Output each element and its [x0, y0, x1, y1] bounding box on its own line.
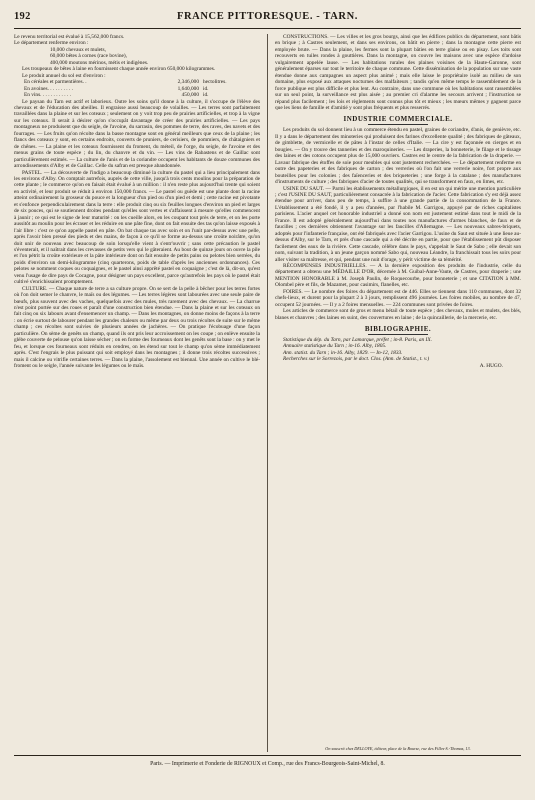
paragraph-recompenses: RÉCOMPENSES INDUSTRIELLES. — A la dernière exposition des produits de l'industrie, celle du département a obtenu une MÉDAILLE D'OR, décernée à M. Guibal-Anne-Vaute, de Castres, pour draperie ; une MENTION HONORABLE à M. Joseph Paulin, de Roquecourbe, pour bonneterie ; et une CITATION à MM. Olombel père et fils, de Mazamet, pour casimirs, flanelles, etc. — [275, 262, 521, 289]
paragraph-culture: CULTURE. — Chaque nature de terre a sa culture propre. On se sert de la pelle à bêcher pour les terres fortes où l'on doit semer le chanvre, le maïs ou des légumes. — Les terres légères sont labourées avec une seule paire de bœufs, plus souvent avec des vaches, quelquefois avec des mules, très rarement avec des chevaux. — La charrue n'est point portée sur des roues et paraît d'une construction bien étendue. — Dans la plaine et sur les coteaux on fait cinq ou six labours avant d'ensemencer un champ. — Dans les montagnes, on donne moins de façons à la terre : on écrie surtout de labourer pendant les grandes chaleurs ou même par deux ou trois récoltes de suite sur le même champ ; ces récoltes sont suivies de plusieurs années de jachères. — On pratique l'écobuage d'une façon particulière. On sème de genêts un champ, quand ils ont pris leur accroissement on les coupe ; on enlève ensuite la glèbe couverte de pelouse qu'on laisse sécher ; on en forme des fourneaux dont les genêts sont la base : on y met le feu, et lorsque ces fourneaux sont réduits en cendres, on les étend sur tout le champ qu'on sème immédiatement après. C'est l'engrais le plus puissant qui soit employé dans les montagnes ; il donne trois récoltes successives ; mais il calcine ou vitrifie certaines terres. — Dans la plaine, l'assolement est biennal. Une année on cultive le blé-froment ou le seigle, l'année suivante les légumes ou le maïs. — [14, 285, 260, 370]
biblio-entry: Annuaire statistique du Tarn ; in-16. Alby, 1805. — [283, 343, 387, 350]
printer-imprint: Paris. — Imprimerie et Fonderie de RIGNOUX et Comp., rue des Francs-Bourgeois-Saint-Michel, 8. — [150, 761, 385, 767]
stat-line: 60,000 bêtes à cornes (race bovine), — [50, 53, 128, 60]
stat-line: Le département renferme environ : — [14, 40, 89, 47]
biblio-entry: Recherches sur le Sorrezois, par le doct. Clos. (Ann. de Statist., t. v.) — [283, 356, 430, 363]
stat-line: 10,000 chevaux et mulets, — [50, 46, 106, 53]
paragraph-usine: USINE DU SAUT. — Parmi les établissements métallurgiques, il en est un qui mérite une mention particulière ; c'est l'USINE DU SAUT, particulièrement consacrée à la fabrication de l'acier. Cette fabrication s'y est déjà assez étendue pour arriver, dans peu de temps, à suffire à une grande partie de la consommation de la France. L'établissement a été fondé, il y a peu d'années, par l'habile M. Garrigou, appuyé par de riches capitalistes parisiens. L'acier anquel cet honorable industriel a donné son nom est justement estimé dans tout le midi de la France. Il est adopté généralement aujourd'hui dans toutes nos manufactures d'armes blanches, de faux et de faucilles ; ces dernières obtiennent l'avantage sur les faucilles d'Allemagne. — Les nouveaux sabres-briquets, adoptés pour l'infanterie française, ont été fabriqués avec l'acier Garrigou. L'usine du Saut est située à une lieue au-dessus d'Alby, sur le Tarn, et près d'une cascade qui a été décrite en partie, pour que l'établissement pût disposer facilement des eaux de la rivière. Cette cascade, célèbre dans le pays, s'appelait le Saut de Sabo ; elle devait son nom, suivant la tradition, à un jeune garçon nommé Sabo qui, nouveau Léandre, la franchissait tous les soirs pour aller visiter sa maîtresse, et qui, pendant une nuit d'orage, y périt victime de sa témérité. — [275, 185, 521, 263]
stat-line: Les troupeaux de bêtes à laine en fournissent chaque année environ 650,000 kilogrammes. — [22, 66, 216, 73]
column-separator — [267, 34, 268, 752]
subscription-note: On souscrit chez DELLOYE, éditeur, place de la Bourse, rue des Filles-S.-Thomas, 13. — [325, 746, 471, 751]
right-column — [275, 34, 521, 752]
stat-line: Le revenu territorial est évalué à 15,562,000 francs. — [14, 34, 125, 40]
document-page — [14, 10, 521, 792]
produce-row: En céréales et parmentières. . 2,346,000 hectolitres. — [24, 79, 227, 86]
stat-line: 400,000 moutons mérinos, métis et indigènes. — [50, 59, 149, 66]
produce-row: En avoines. . . . . . . . . . 1,640,000 id. — [24, 85, 209, 92]
author-signature: A. HUGO. — [479, 362, 503, 369]
page-header — [14, 10, 521, 26]
section-title-industry: INDUSTRIE COMMERCIALE. — [343, 115, 453, 124]
paragraph-agriculture: Le paysan du Tarn est actif et laborieux. Outre les soins qu'il donne à la culture, il s'occupe de l'élève des chevaux et de l'éducation des abeilles. Il engraisse aussi beaucoup de volailles. — Les terres sont parfaitement travaillées dans la plaine et sur les coteaux ; seulement on y voit trop peu de prairies artificielles, et trop à la vigne sur les coteaux. Il serait à désirer qu'on s'occupât davantage de créer des prairies artificielles. — Les pays montagneux ne produisent que du seigle, de l'avoine, du sarrasin, des pommes de terre, des raves, des navets et des fourrages. — Les fruits qu'on récolte dans la basse montagne sont en général meilleurs que ceux de la plaine ; les flancs des coteaux y sont, en certains endroits, couverts de pruniers, de cerisiers, de pommiers, de châtaigniers et de chênes. — La plaine et les coteaux fournissent du froment, du méteil, de l'orge, du seigle, de l'avoine et des menus grains de toute espèce ; du lin, du chanvre et du vin. — Les vins de Rabastens et de Gaillac sont particulièrement estimés. — La culture de l'anis et de la coriandre occupent les habitants de douze communes des arrondissements d'Alby et de Gaillac. Celle du safran est presque abandonnée. — [14, 98, 260, 170]
header-rule — [14, 28, 521, 29]
paragraph-commerce: Les articles de commerce sont de gros et menu bétail de toute espèce ; des chevaux, mules et mulets, des blés, blanes et chanvres ; des laines en suint, des couvertures en laine ; de la quincaillerie, de la mercerie, etc. — [275, 308, 521, 321]
paragraph-foires: FOIRES. — Le nombre des foires du département est de 446. Elles se tiennent dans 110 communes, dont 32 chefs-lieux, et durent pour la plupart 2 à 3 jours, remplissent 496 journées. Les foires mobiles, au nombre de 47, occupent 52 journées. — Il y a 2 foires mensuelles. — 224 communes sont privées de foires. — [275, 288, 521, 308]
section-underline — [368, 124, 428, 125]
produce-row: En vins. . . . . . . . . . . . 450,000 id. — [24, 92, 209, 99]
page-number: 192 — [14, 11, 31, 22]
paragraph-pastel: PASTEL. — La découverte de l'indigo a beaucoup diminué la culture du pastel qui a lieu principalement dans les environs d'Alby. On comptait autrefois, auprès de cette ville, jusqu'à trois cents moulins pour la préparation de cette plante ; le commerce qu'on en faisait était évalué à un million : il n'en reste plus aujourd'hui trente qui soient en activité, et leur produit se réduit à environ 150,000 francs. — Le pastel ou guède est une plante dont la racine atteint ordinairement la grosseur du pouce et la longueur d'un pied ou d'un pied et demi ; cette racine est pivotante et s'enfonce perpendiculairement dans la terre : elle produit cinq ou six feuilles longues d'environ un pied et larges de six pouces, qui se soutiennent droites pendant qu'elles sont vertes et s'affaissent à mesure qu'elles commencent à jaunir ; ce qui est le signe de leur maturité : on les cueille alors, en les coupant tout près de terre, et on les porte aussitôt au moulin pour les écraser et les réduire en une pâte fine, dont on fait ensuite des tas qu'on laisse exposés à l'air libre : c'est ce qu'on appelle pastel en pâte. On bat chaque tas avec soin et on l'unit par-dessus avec une pelle, après l'avoir bien pressé des pieds et des mains, de façon à ce qu'il se forme au-dessus une croûte noirâtre, qu'on doit unir de nouveau avec beaucoup de soin lorsqu'elle vient à s'entr'ouvrir ; sans cette précaution le pastel s'éventerait, et il naîtrait dans les crevasses de petits vers qui le gâteraient. Au bout de quinze jours on ouvre la pile et l'on pétrit la croûte extérieure et la pâte intérieure dont on fait ensuite de petits pains ou pelotes bien serrées, du poids d'environ un demi-kilogramme (cinq quarterons, poids de table d'après les anciennes ordonnances). Ces pelotes se nomment coques ou coquaignes, et le pastel ainsi apprêté pastel en coquaigne ; c'est de là, dit-on, qu'est venu l'usage de dire pays de Cocagne, pour désigner un pays excellent, parce qu'autrefois les pays où le pastel était cultivé s'enrichissaient promptement. — [14, 169, 260, 286]
biblio-entry: Ann. statist. du Tarn ; in-16. Alby, 1829. — In-12, 1833. — [283, 349, 403, 356]
biblio-entry: Statistique du dép. du Tarn, par Lamarque, préfet ; in-8. Paris, an IX. — [283, 337, 432, 344]
footer-rule — [14, 755, 521, 756]
running-title: FRANCE PITTORESQUE. - TARN. — [176, 11, 359, 22]
section-underline — [368, 334, 428, 335]
paragraph-industry: Les produits du sol donnent lieu à un commerce étendu en pastel, graines de coriandre, d'anis, de genièvre, etc. Il y a dans le département des minoteries qui produisent des farines d'excellente qualité ; des fabriques de gâteaux, de gimblette, de vermicelle et de pâtes à l'instar de celles d'Italie. — La cire y est façonnée en cierges et en bougies. — On y trouve des tanneries et des maroquineries. — Les draperies, la bonneterie, le filage et le tissage des laines et des cotons occupent plus de 15,000 ouvriers. Castres est le centre de la fabrication de la draperie. — Lavaur fabrique des étoffes de soie pour meubles qui sont justement recherchées. — Le département renferme en outre des papeteries et des fabriques de carton ; des verreries où l'on fait une verrerie noire, fort propre aux bouteilles pour les colonies ; des faïenceries et des briqueteries ; une forge à la catalane ; des manufactures d'instruments de culture ; des fabriques d'acier de toutes qualités, qui se transforment en faux, en limes, etc. — [275, 127, 521, 186]
paragraph-constructions: CONSTRUCTIONS. — Les villes et les gros bourgs, ainsi que les édifices publics du département, sont bâtis en brique ; à Castres seulement, et dans ses environs, on bâtit en pierre ; dans la montagne cette pierre est employée brute. — Dans la plaine, les fermes sont la plupart bâties en terre glaise ou en pisay. Les toits sont recouverts en tuiles rondes à gouttières. Dans la montagne, on couvre les maisons avec une espèce d'ardoise vulgairement appelée lause. — Les habitations rurales des plaines voisines de la Haute-Garonne, sont généralement éparses sur tout le territoire de chaque commune. Cette dissémination de la population sur une vaste étendue donne aux campagnes un aspect plus animé ; mais elle laisse le propriétaire isolé au milieu de son domaine, plus exposé aux attaques nocturnes des malfaiteurs ; tandis qu'en même temps le rassemblement de la force publique est plus difficile et plus lent. Au contraire, dans une commune où les habitations sont rassemblées sur un seul point, la surveillance est plus aisée ; au premier cri d'alarme les secours arrivent ; l'instruction se répand plus facilement ; les lois et règlements sont connus plus tôt et mieux ; les mœurs mêmes y gagnent parce que les liens de famille et d'amitié y sont plus fréquents et plus resserrés. — [275, 34, 521, 111]
left-column — [14, 34, 260, 752]
stat-line: Le produit annuel du sol est d'environ : — [22, 72, 106, 79]
section-title-bibliography: BIBLIOGRAPHIE. — [364, 325, 432, 334]
